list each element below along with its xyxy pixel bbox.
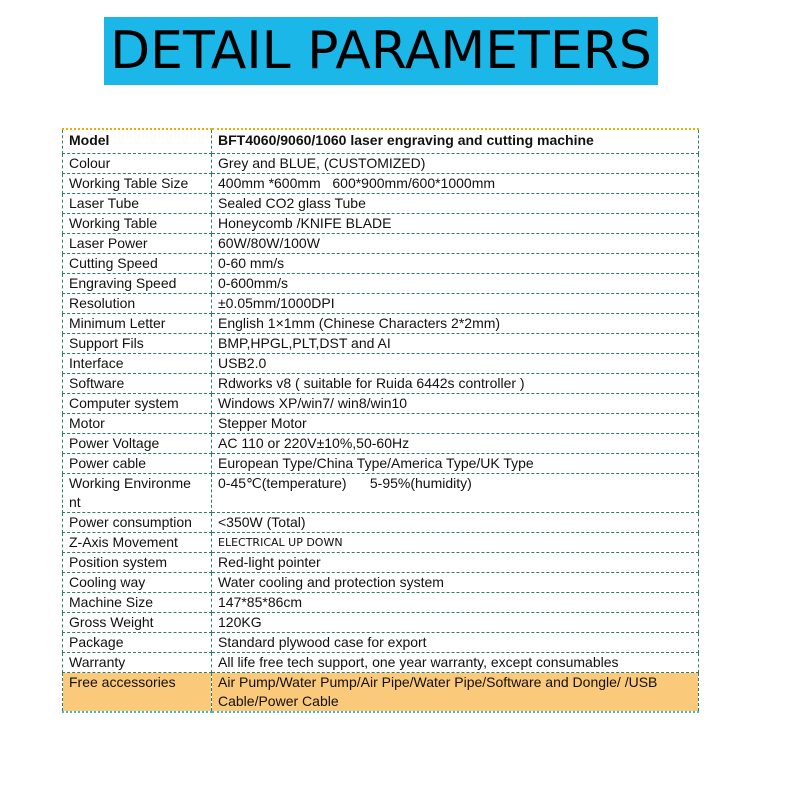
row-label: Support Fils xyxy=(63,334,212,354)
table-row xyxy=(63,513,699,533)
table-row xyxy=(63,394,699,414)
table-row xyxy=(63,334,699,354)
row-label: Package xyxy=(63,633,212,653)
table-row xyxy=(63,274,699,294)
row-label: Working Table xyxy=(63,214,212,234)
row-value: 120KG xyxy=(212,613,699,633)
row-label: Interface xyxy=(63,354,212,374)
row-label: Machine Size xyxy=(63,593,212,613)
row-value: 0-45℃(temperature) 5-95%(humidity) xyxy=(212,474,699,513)
table-row xyxy=(63,414,699,434)
row-value: 0-60 mm/s xyxy=(212,254,699,274)
row-value: English 1×1mm (Chinese Characters 2*2mm) xyxy=(212,314,699,334)
row-value: AC 110 or 220V±10%,50-60Hz xyxy=(212,434,699,454)
table-row xyxy=(63,553,699,573)
row-value: 60W/80W/100W xyxy=(212,234,699,254)
table-row xyxy=(63,533,699,553)
row-value: Rdworks v8 ( suitable for Ruida 6442s controller ) xyxy=(212,374,699,394)
table-row xyxy=(63,454,699,474)
table-row xyxy=(63,154,699,174)
spec-table xyxy=(62,128,699,713)
row-value: Standard plywood case for export xyxy=(212,633,699,653)
row-value: BFT4060/9060/1060 laser engraving and cutting machine xyxy=(212,129,699,154)
row-label: Warranty xyxy=(63,653,212,673)
table-row xyxy=(63,474,699,513)
row-label: Working Environme nt xyxy=(63,474,212,513)
table-row xyxy=(63,294,699,314)
row-value: European Type/China Type/America Type/UK Type xyxy=(212,454,699,474)
row-value: <350W (Total) xyxy=(212,513,699,533)
table-row xyxy=(63,314,699,334)
table-row xyxy=(63,653,699,673)
row-value: Water cooling and protection system xyxy=(212,573,699,593)
table-row xyxy=(63,593,699,613)
table-row xyxy=(63,174,699,194)
table-row xyxy=(63,434,699,454)
row-value: Windows XP/win7/ win8/win10 xyxy=(212,394,699,414)
table-row xyxy=(63,374,699,394)
row-label: Colour xyxy=(63,154,212,174)
row-label: Power cable xyxy=(63,454,212,474)
row-value: 0-600mm/s xyxy=(212,274,699,294)
title-banner xyxy=(104,17,658,85)
table-row xyxy=(63,234,699,254)
row-label: Cooling way xyxy=(63,573,212,593)
row-label: Cutting Speed xyxy=(63,254,212,274)
row-label: Gross Weight xyxy=(63,613,212,633)
page-title: DETAIL PARAMETERS xyxy=(110,21,652,81)
row-value: ELECTRICAL UP DOWN xyxy=(212,533,699,553)
row-value: All life free tech support, one year warranty, except consumables xyxy=(212,653,699,673)
row-label: Software xyxy=(63,374,212,394)
row-value: 400mm *600mm 600*900mm/600*1000mm xyxy=(212,174,699,194)
row-label: Power consumption xyxy=(63,513,212,533)
row-value: 147*85*86cm xyxy=(212,593,699,613)
table-row xyxy=(63,613,699,633)
table-row xyxy=(63,214,699,234)
row-label: Position system xyxy=(63,553,212,573)
table-row xyxy=(63,354,699,374)
row-value: USB2.0 xyxy=(212,354,699,374)
row-value: Sealed CO2 glass Tube xyxy=(212,194,699,214)
row-value: Grey and BLUE, (CUSTOMIZED) xyxy=(212,154,699,174)
row-label: Z-Axis Movement xyxy=(63,533,212,553)
row-value: Stepper Motor xyxy=(212,414,699,434)
row-label: Engraving Speed xyxy=(63,274,212,294)
row-label: Laser Power xyxy=(63,234,212,254)
table-row xyxy=(63,673,699,713)
row-value: Honeycomb /KNIFE BLADE xyxy=(212,214,699,234)
row-label: Laser Tube xyxy=(63,194,212,214)
row-label: Power Voltage xyxy=(63,434,212,454)
row-label: Model xyxy=(63,129,212,154)
row-value: Red-light pointer xyxy=(212,553,699,573)
table-row xyxy=(63,129,699,154)
row-label: Free accessories xyxy=(63,673,212,713)
row-value: BMP,HPGL,PLT,DST and AI xyxy=(212,334,699,354)
row-value: Air Pump/Water Pump/Air Pipe/Water Pipe/Software and Dongle/ /USB Cable/Power Cable xyxy=(212,673,699,713)
row-label: Working Table Size xyxy=(63,174,212,194)
table-row xyxy=(63,194,699,214)
row-label: Resolution xyxy=(63,294,212,314)
row-label: Computer system xyxy=(63,394,212,414)
row-label: Motor xyxy=(63,414,212,434)
table-row xyxy=(63,573,699,593)
row-value: ±0.05mm/1000DPI xyxy=(212,294,699,314)
table-row xyxy=(63,633,699,653)
row-label: Minimum Letter xyxy=(63,314,212,334)
table-row xyxy=(63,254,699,274)
